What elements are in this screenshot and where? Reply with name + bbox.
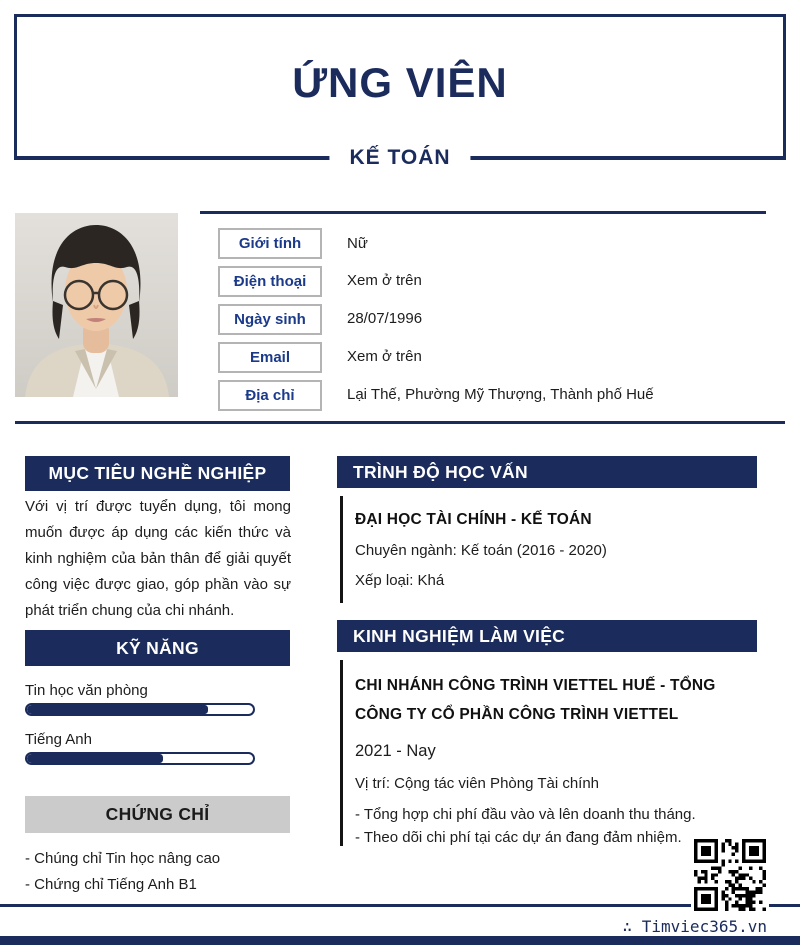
section-header-skills: KỸ NĂNG xyxy=(25,630,290,666)
objective-text: Với vị trí được tuyển dụng, tôi mong muốn được áp dụng các kiến thức và kinh nghiệm của bản thân để giải quyết công việc được giao, góp phần vào sự phát triển chung của chi nhánh. xyxy=(25,498,291,619)
qr-code xyxy=(691,836,769,914)
page-title: ỨNG VIÊN xyxy=(292,58,508,106)
portrait-illustration xyxy=(15,213,178,397)
bottom-rule xyxy=(0,904,800,907)
profile-photo xyxy=(15,213,178,397)
field-value-email: Xem ở trên xyxy=(347,348,422,365)
field-label-gender: Giới tính xyxy=(218,228,322,259)
experience-position: Vị trí: Cộng tác viên Phòng Tài chính xyxy=(355,775,600,792)
field-value-address: Lại Thế, Phường Mỹ Thượng, Thành phố Huế xyxy=(347,386,654,403)
certificate-item: - Chúng chỉ Tin học nâng cao xyxy=(25,850,221,867)
section-header-education: TRÌNH ĐỘ HỌC VẤN xyxy=(337,456,757,488)
footer-bar xyxy=(0,936,800,945)
field-value-phone: Xem ở trên xyxy=(347,272,422,289)
experience-duty: - Tổng hợp chi phí đầu vào và lên doanh thu tháng. xyxy=(355,806,696,823)
section-header-certificates: CHỨNG CHỈ xyxy=(25,796,290,833)
skill-fill-office xyxy=(27,705,208,714)
field-label-email: Email xyxy=(218,342,322,373)
info-top-rule xyxy=(200,211,766,214)
skill-bar-office xyxy=(25,703,255,716)
section-header-experience: KINH NGHIỆM LÀM VIỆC xyxy=(337,620,757,652)
skill-fill-english xyxy=(27,754,163,763)
experience-entry xyxy=(340,660,757,846)
job-title-subtitle: KẾ TOÁN xyxy=(329,144,470,172)
field-value-birthday: 28/07/1996 xyxy=(347,310,423,327)
skill-name-english: Tiếng Anh xyxy=(25,731,92,748)
education-school: ĐẠI HỌC TÀI CHÍNH - KẾ TOÁN xyxy=(355,511,592,528)
brand-watermark: ∴ Timviec365.vn xyxy=(622,917,767,936)
experience-duty: - Theo dõi chi phí tại các dự án đang đảm nhiệm. xyxy=(355,829,682,846)
field-label-phone: Điện thoại xyxy=(218,266,322,297)
certificate-item: - Chứng chỉ Tiếng Anh B1 xyxy=(25,876,197,893)
field-label-address: Địa chỉ xyxy=(218,380,322,411)
field-value-gender: Nữ xyxy=(347,235,368,252)
education-entry xyxy=(340,496,757,603)
section-header-objective: MỤC TIÊU NGHỀ NGHIỆP xyxy=(25,456,290,491)
skill-name-office: Tin học văn phòng xyxy=(25,682,148,699)
experience-period: 2021 - Nay xyxy=(355,742,436,760)
skill-bar-english xyxy=(25,752,255,765)
header-box xyxy=(14,14,786,169)
experience-company: CHI NHÁNH CÔNG TRÌNH VIETTEL HUẾ - TỔNG CÔNG TY CỔ PHẦN CÔNG TRÌNH VIETTEL xyxy=(355,677,716,723)
field-label-birthday: Ngày sinh xyxy=(218,304,322,335)
main-divider xyxy=(15,421,785,424)
education-grade: Xếp loại: Khá xyxy=(355,572,445,589)
qr-code-pattern xyxy=(694,839,766,911)
education-major: Chuyên ngành: Kế toán (2016 - 2020) xyxy=(355,542,607,559)
